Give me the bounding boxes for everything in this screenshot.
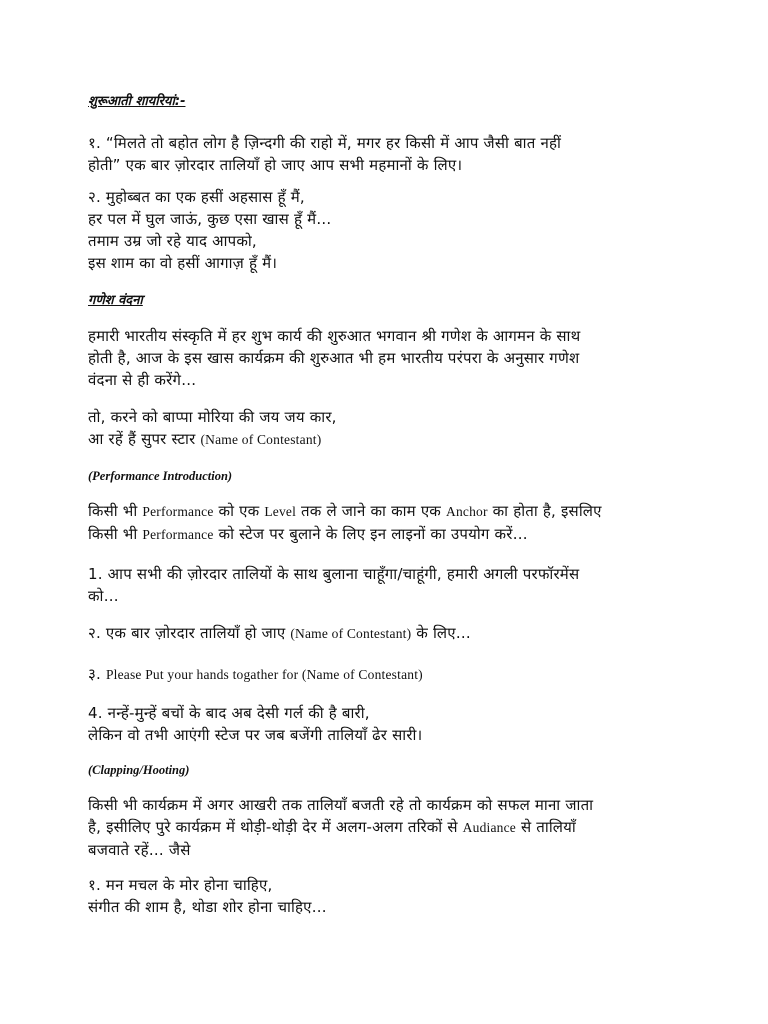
performance-line-3 [88, 663, 688, 686]
clapping-paragraph [88, 794, 688, 861]
text-line: २. मुहोब्बत का एक हसीं अहसास हूँ मैं, [88, 188, 305, 206]
text-fragment-en: Level [264, 504, 297, 519]
performance-paragraph [88, 500, 688, 546]
opening-shayari-2 [88, 186, 688, 274]
text-fragment: का होता है, इसलिए [487, 502, 602, 520]
text-line: 4. नन्हें-मुन्हें बचों के बाद अब देसी गर्ल की है बारी, [88, 704, 370, 722]
text-fragment: से तालियाँ [516, 818, 576, 836]
text-fragment-en: Performance [142, 527, 214, 542]
performance-line-2 [88, 622, 688, 645]
contestant-placeholder: (Name of Contestant) [290, 626, 412, 641]
heading-performance-introduction: (Performance Introduction) [88, 469, 233, 483]
text-fragment: किसी भी [88, 525, 143, 543]
text-line: लेकिन वो तभी आएंगी स्टेज पर जब बजेंगी तालियाँ ढेर सारी। [88, 726, 423, 744]
text-fragment: आ रहें हैं सुपर स्टार [88, 430, 201, 448]
text-line: तमाम उम्र जो रहे याद आपको, [88, 232, 257, 250]
text-line: 1. आप सभी की ज़ोरदार तालियों के साथ बुलाना चाहूँगा/चाहूंगी, हमारी अगली परफॉरमेंस [88, 565, 580, 583]
text-fragment-en: Anchor [446, 504, 488, 519]
text-fragment: ३. [88, 665, 106, 683]
text-line: को… [88, 587, 119, 605]
text-line: हर पल में घुल जाऊं, कुछ एसा खास हूँ मैं… [88, 210, 332, 228]
text-fragment: को स्टेज पर बुलाने के लिए इन लाइनों का उपयोग करें… [213, 525, 528, 543]
text-fragment: किसी भी [88, 502, 143, 520]
heading-ganesh-vandana: गणेश वंदना [88, 293, 143, 308]
performance-line-1 [88, 563, 688, 607]
text-line: किसी भी कार्यक्रम में अगर आखरी तक तालियाँ बजती रहे तो कार्यक्रम को सफल माना जाता [88, 796, 594, 814]
performance-line-4 [88, 702, 688, 746]
text-line: होती है, आज के इस खास कार्यक्रम की शुरुआत भी हम भारतीय परंपरा के अनुसार गणेश [88, 349, 580, 367]
contestant-placeholder: (Name of Contestant) [200, 432, 322, 447]
text-fragment-en: Audiance [462, 820, 516, 835]
text-fragment-en: Please Put your hands togather for (Name of Contestant) [105, 667, 423, 682]
heading-opening-shayari: शुरूआती शायरियां:- [88, 94, 186, 109]
ganesh-paragraph [88, 325, 688, 391]
text-fragment: २. एक बार ज़ोरदार तालियाँ हो जाए [88, 624, 291, 642]
text-line: होती” एक बार ज़ोरदार तालियाँ हो जाए आप सभी महमानों के लिए। [88, 156, 463, 174]
text-line: हमारी भारतीय संस्कृति में हर शुभ कार्य की शुरुआत भगवान श्री गणेश के आगमन के साथ [88, 327, 581, 345]
text-line [88, 663, 688, 686]
opening-shayari-1 [88, 132, 688, 176]
text-line [88, 523, 688, 546]
heading-clapping-hooting: (Clapping/Hooting) [88, 763, 190, 777]
text-fragment: के लिए… [411, 624, 471, 642]
text-line [88, 622, 688, 645]
text-line [88, 500, 688, 523]
text-line: तो, करने को बाप्पा मोरिया की जय जय कार, [88, 408, 337, 426]
text-line: इस शाम का वो हसीं आगाज़ हूँ मैं। [88, 254, 278, 272]
text-fragment: है, इसीलिए पुरे कार्यक्रम में थोड़ी-थोड़ी देर में अलग-अलग तरिकों से [88, 818, 463, 836]
text-fragment-en: Performance [142, 504, 214, 519]
text-line [88, 816, 688, 839]
text-line: वंदना से ही करेंगे… [88, 371, 197, 389]
text-fragment: को एक [213, 502, 265, 520]
text-line: बजवाते रहें… जैसे [88, 841, 191, 859]
text-line: संगीत की शाम है, थोडा शोर होना चाहिए… [88, 898, 327, 916]
text-fragment: तक ले जाने का काम एक [296, 502, 446, 520]
text-line [88, 428, 688, 451]
clapping-line-1 [88, 874, 688, 918]
text-line: १. मन मचल के मोर होना चाहिए, [88, 876, 273, 894]
text-line: १. “मिलते तो बहोत लोग है ज़िन्दगी की राहो में, मगर हर किसी में आप जैसी बात नहीं [88, 134, 562, 152]
ganesh-call-lines [88, 406, 688, 451]
